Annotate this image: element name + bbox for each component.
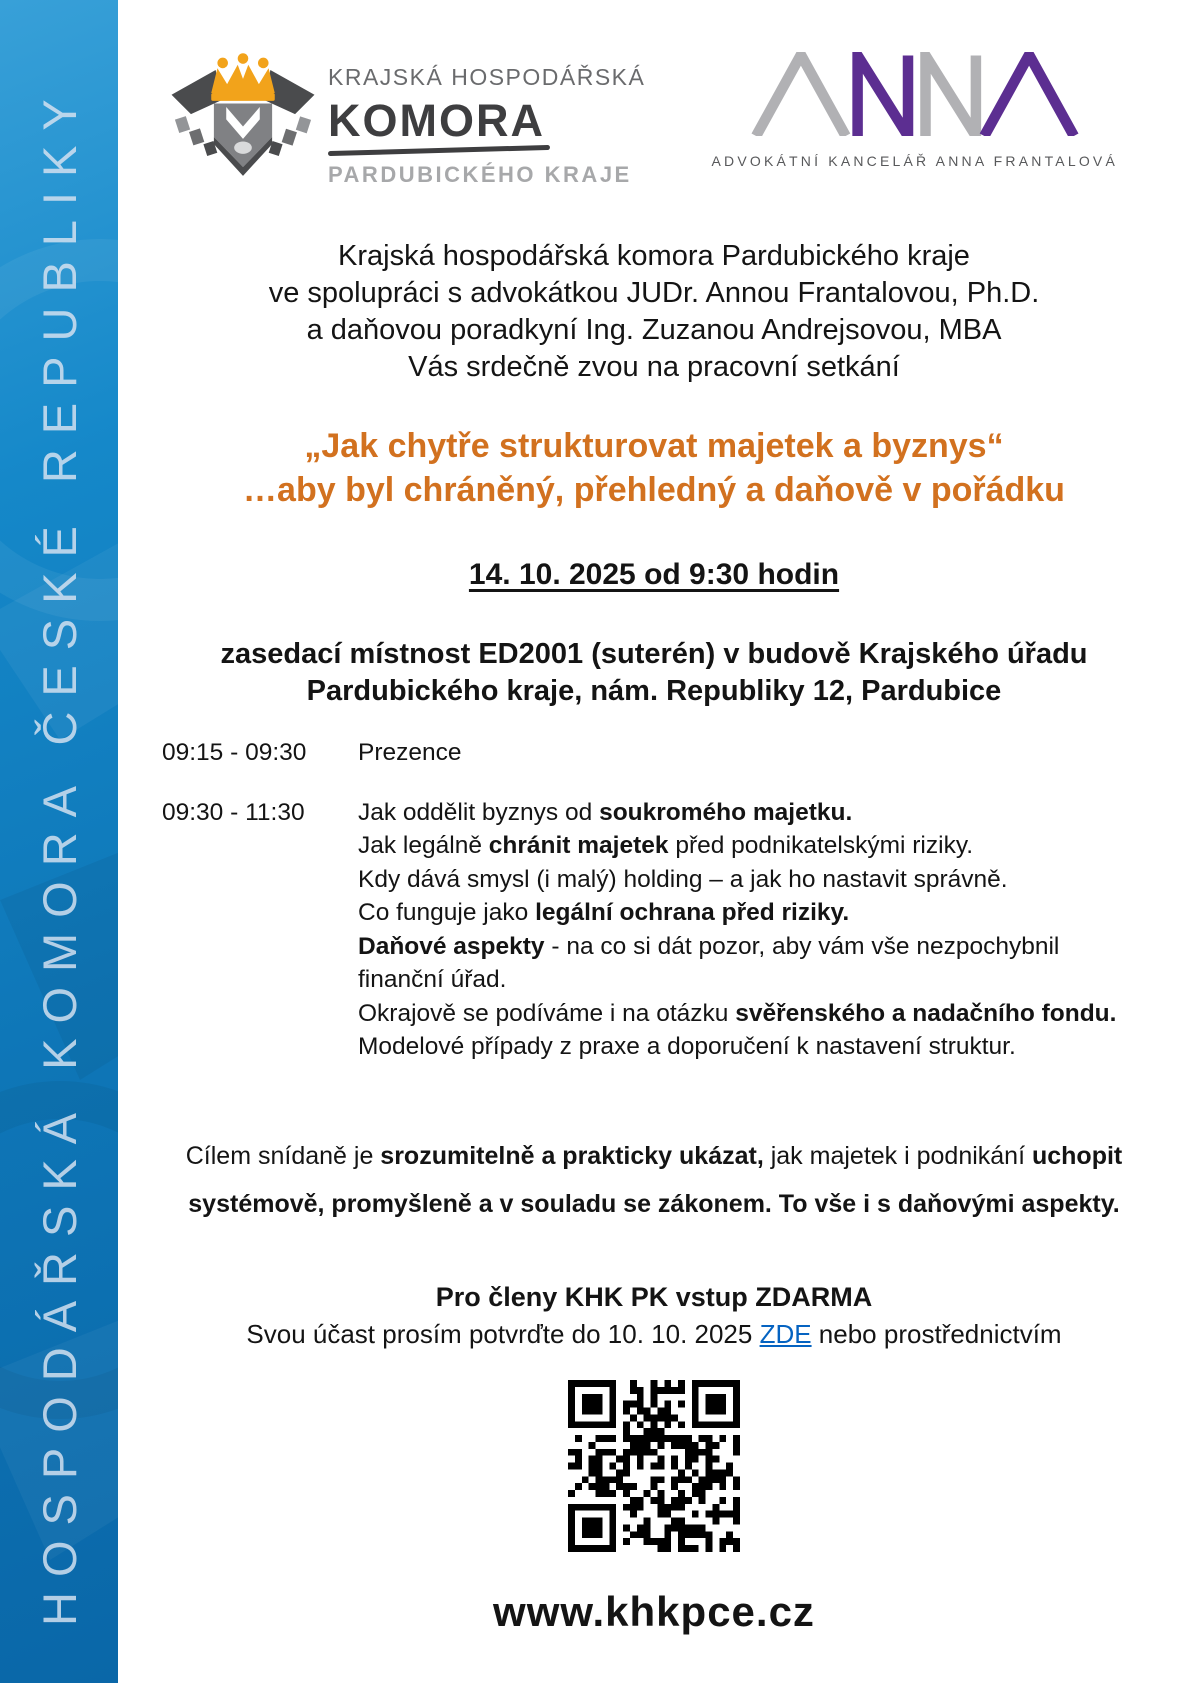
summary-line: systémově, promyšleně a v souladu se zákonem. To vše i s daňovými aspekty. bbox=[188, 1189, 1120, 1218]
khk-lion-emblem-icon bbox=[168, 52, 318, 178]
confirm-line bbox=[118, 1319, 1190, 1350]
zde-link[interactable]: ZDE bbox=[759, 1318, 812, 1349]
khk-logo-text bbox=[328, 52, 645, 188]
agenda-line: finanční úřad. bbox=[358, 966, 507, 993]
confirm-prefix: Svou účast prosím potvrďte do 10. 10. 2025 bbox=[246, 1318, 760, 1349]
agenda-time: 09:30 - 11:30 bbox=[162, 798, 305, 826]
agenda-line: Okrajově se podíváme i na otázku svěřenského a nadačního fondu. bbox=[358, 999, 1117, 1027]
venue-line1: zasedací místnost ED2001 (suterén) v budově Krajského úřadu bbox=[220, 638, 1088, 670]
free-entry-line: Pro členy KHK PK vstup ZDARMA bbox=[435, 1281, 873, 1312]
agenda-line: Kdy dává smysl (i malý) holding – a jak ho nastavit správně. bbox=[358, 865, 1008, 893]
summary-line: Cílem snídaně je srozumitelně a prakticky ukázat, jak majetek i podnikání uchopit bbox=[185, 1141, 1123, 1170]
anna-logo bbox=[711, 52, 1118, 169]
confirm-suffix: nebo prostřednictvím bbox=[811, 1318, 1062, 1349]
event-title-line2: …aby byl chráněný, přehledný a daňově v pořádku bbox=[243, 471, 1065, 509]
agenda bbox=[118, 736, 1190, 1064]
band-vertical-text: HOSPODÁŘSKÁ KOMORA ČESKÉ REPUBLIKY bbox=[33, 84, 86, 1626]
agenda-line: Jak legálně chránit majetek před podnikatelskými riziky. bbox=[358, 832, 974, 859]
intro-block bbox=[118, 238, 1190, 386]
intro-line: Vás srdečně zvou na pracovní setkání bbox=[408, 351, 900, 383]
flyer-content bbox=[118, 0, 1190, 1683]
intro-line: Krajská hospodářská komora Pardubického kraje bbox=[338, 240, 970, 272]
blue-side-band bbox=[0, 0, 118, 1683]
anna-wordmark-icon bbox=[750, 52, 1080, 136]
event-venue bbox=[118, 636, 1190, 710]
agenda-line: Prezence bbox=[358, 739, 462, 766]
agenda-description bbox=[358, 796, 1116, 1064]
event-title-line1: „Jak chytře strukturovat majetek a byznys“ bbox=[304, 427, 1004, 465]
khk-logo-line1: KRAJSKÁ HOSPODÁŘSKÁ bbox=[328, 64, 646, 90]
agenda-line: Jak oddělit byznys od soukromého majetku. bbox=[358, 798, 853, 826]
header-logos bbox=[118, 0, 1190, 187]
agenda-line: Modelové případy z praxe a doporučení k nastavení struktur. bbox=[358, 1033, 1016, 1060]
intro-line: ve spolupráci s advokátkou JUDr. Annou Frantalovou, Ph.D. bbox=[268, 277, 1040, 309]
agenda-time: 09:15 - 09:30 bbox=[162, 739, 307, 766]
agenda-row bbox=[162, 796, 1190, 1064]
anna-logo-caption: ADVOKÁTNÍ KANCELÁŘ ANNA FRANTALOVÁ bbox=[711, 153, 1118, 169]
qr-code bbox=[568, 1380, 740, 1552]
khk-logo-line2: KOMORA bbox=[328, 95, 545, 146]
agenda-description bbox=[358, 736, 462, 770]
intro-line: a daňovou poradkyní Ing. Zuzanou Andrejsovou, MBA bbox=[306, 314, 1002, 346]
agenda-line: Co funguje jako legální ochrana před riziky. bbox=[358, 899, 850, 926]
qr-code-wrapper bbox=[118, 1380, 1190, 1557]
event-date: 14. 10. 2025 od 9:30 hodin bbox=[468, 558, 840, 591]
venue-line2: Pardubického kraje, nám. Republiky 12, Pardubice bbox=[306, 675, 1002, 707]
website-url: www.khkpce.cz bbox=[493, 1587, 815, 1635]
khk-logo-line3: PARDUBICKÉHO KRAJE bbox=[328, 162, 632, 187]
khk-logo bbox=[168, 52, 645, 188]
summary-paragraph bbox=[118, 1132, 1190, 1228]
agenda-row bbox=[162, 736, 1190, 770]
agenda-line: Daňové aspekty - na co si dát pozor, aby vám vše nezpochybnil bbox=[358, 932, 1060, 960]
event-title bbox=[118, 424, 1190, 512]
